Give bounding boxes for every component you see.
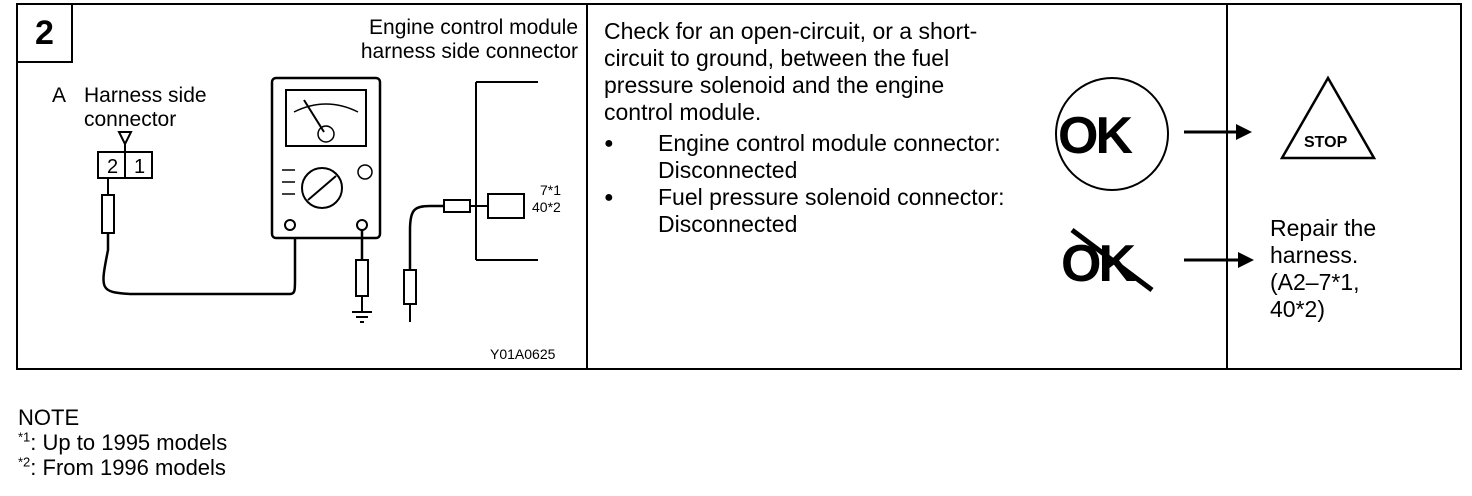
ecm-connector-label: Engine control module harness side connector — [360, 16, 578, 63]
harness-side-connector-label: Harness side connector — [84, 84, 207, 131]
ok-symbol: OK — [1058, 107, 1130, 165]
ecm-connector-icon — [476, 82, 538, 260]
probe-ground-icon — [352, 230, 372, 322]
ng-symbol: OK — [1061, 235, 1133, 293]
check-instructions — [604, 18, 1014, 238]
repair-instruction: Repair the harness. (A2–7*1, 40*2) — [1270, 215, 1377, 322]
probe-left-icon — [102, 178, 295, 294]
pin-2-label: 2 — [107, 156, 119, 178]
condition-ecm-connector: ● Engine control module connector: Disconnected — [604, 130, 1014, 184]
pin-callout-2: 40*2 — [532, 199, 561, 215]
ok-arrowhead-icon — [1236, 124, 1252, 140]
multimeter-icon — [272, 78, 380, 238]
step-number: 2 — [18, 5, 73, 63]
stop-label: STOP — [1304, 134, 1348, 151]
ng-arrowhead-icon — [1238, 252, 1254, 268]
check-description: Check for an open-circuit, or a short-circuit to ground, between the fuel pressure solenoid and the engine control module. — [604, 18, 978, 125]
figure-code: Y01A0625 — [490, 346, 556, 362]
pin-callout-1: 7*1 — [540, 182, 562, 198]
condition-list — [604, 130, 1014, 238]
pin-1-label: 1 — [134, 156, 146, 178]
note-section — [18, 405, 227, 480]
note-heading: NOTE — [18, 405, 80, 430]
note-item-2: $^{*2}$: From 1996 models — [18, 454, 226, 480]
harness-label-letter: A — [52, 84, 67, 107]
condition-solenoid-connector: ● Fuel pressure solenoid connector: Disconnected — [604, 184, 1014, 238]
note-item-1: $^{*1}$: Up to 1995 models — [18, 429, 228, 455]
